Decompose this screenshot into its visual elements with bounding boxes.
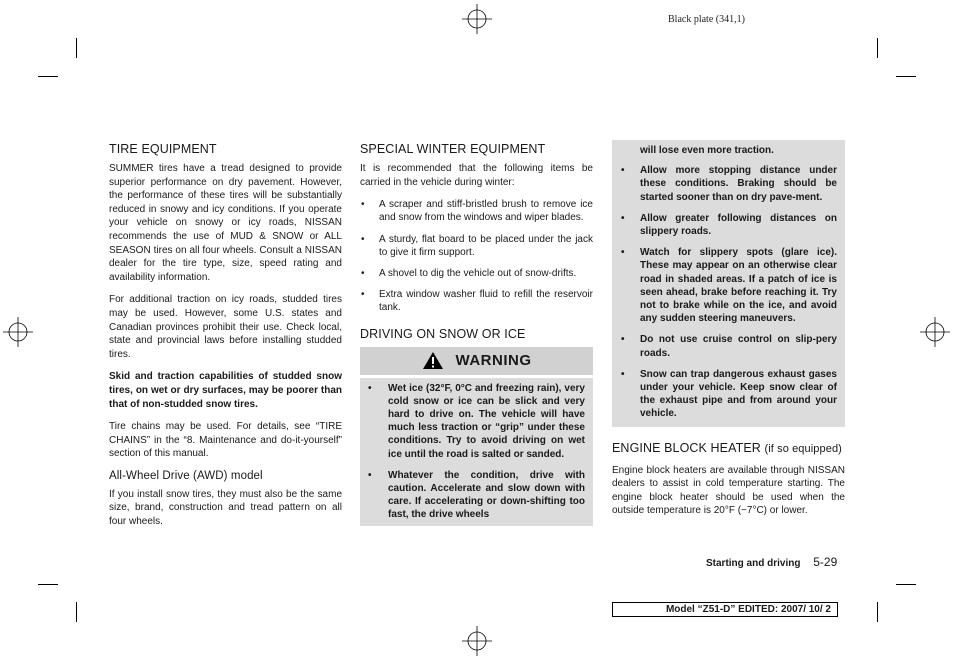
warning-item: • Allow greater following distances on slippery roads. (620, 212, 837, 238)
plate-label: Black plate (341,1) (668, 14, 745, 25)
list-item: • Extra window washer fluid to refill the reservoir tank. (360, 288, 593, 314)
engine-heater-paragraph: Engine block heaters are available through NISSAN dealers to assist in cold temperature starting. The engine block heater should be used when the outside temperature is 20°F (−7°C) or lower. (612, 464, 845, 517)
driving-snow-heading: DRIVING ON SNOW OR ICE (360, 326, 526, 341)
warning-continued-text: will lose even more traction. (640, 145, 774, 156)
engine-heater-title: ENGINE BLOCK HEATER (612, 440, 761, 455)
engine-heater-heading (612, 441, 845, 456)
warning-box-continued (612, 140, 845, 427)
section-name: Starting and driving (706, 558, 801, 569)
list-item: • A sturdy, flat board to be placed under the jack to give it firm support. (360, 233, 593, 259)
tire-equipment-heading: TIRE EQUIPMENT (109, 142, 217, 156)
skid-traction-paragraph: Skid and traction capabilities of studded snow tires, on wet or dry surfaces, may be poorer than that of non-studded snow tires. (109, 371, 342, 410)
list-item: • A scraper and stiff-bristled brush to remove ice and snow from the windows and wiper blades. (360, 198, 593, 224)
warning-triangle-icon (422, 351, 444, 370)
studded-tires-paragraph: For additional traction on icy roads, studded tires may be used. However, some U.S. states and Canadian provinces prohibit their use. Check local, state and provincial laws before installing studded tires. (109, 294, 342, 360)
registration-mark-top (462, 4, 492, 34)
warning-item: • Whatever the condition, drive with caution. Accelerate and slow down with care. If accelerating or down-shifting too fast, the drive wheels (368, 469, 585, 522)
page-number: 5-29 (813, 555, 838, 569)
warning-item: • Do not use cruise control on slip-pery roads. (620, 333, 837, 359)
list-item: • A shovel to dig the vehicle out of snow-drifts. (360, 267, 593, 280)
warning-box (360, 378, 593, 526)
summer-tires-paragraph: SUMMER tires have a tread designed to provide superior performance on dry pavement. However, the performance of these tires will be substantially reduced in snowy and icy conditions. If you operate your vehicle on snowy or icy roads, NISSAN recommends the use of MUD & SNOW or ALL SEASON tires on all four wheels. Consult a NISSAN dealer for the tire type, size, speed rating and availability information. (109, 163, 342, 283)
winter-items-list (360, 198, 593, 314)
tire-chains-paragraph: Tire chains may be used. For details, see “TIRE CHAINS” in the “8. Maintenance and do-it-yourself” section of this manual. (109, 421, 342, 460)
warning-item: • Watch for slippery spots (glare ice). These may appear on an otherwise clear road in shaded areas. If a patch of ice is seen ahead, brake before reaching it. Try not to brake while on the ice, and avoid any sudden steering maneuvers. (620, 246, 837, 325)
warning-item: • Snow can trap dangerous exhaust gases under your vehicle. Keep snow clear of the exhaust pipe and from around your vehicle. (620, 368, 837, 421)
column-tire-equipment (109, 142, 342, 538)
model-edit-box: Model “Z51-D” EDITED: 2007/ 10/ 2 (612, 602, 838, 617)
warning-label: WARNING (455, 352, 532, 370)
winter-equipment-heading: SPECIAL WINTER EQUIPMENT (360, 142, 546, 156)
warning-item: • Allow more stopping distance under these conditions. Braking should be started sooner than on dry pave-ment. (620, 164, 837, 204)
engine-heater-suffix: (if so equipped) (764, 442, 842, 455)
warning-header (360, 347, 593, 375)
awd-paragraph: If you install snow tires, they must also be the same size, brand, construction and tread pattern on all four wheels. (109, 488, 342, 528)
registration-mark-right (920, 317, 950, 347)
page-footer (706, 555, 837, 569)
warning-item: • Wet ice (32°F, 0°C and freezing rain), very cold snow or ice can be slick and very hard to drive on. The vehicle will have much less traction or “grip” under these conditions. Try to avoid driving on wet ice until the road is salted or sanded. (368, 382, 585, 461)
registration-mark-left (3, 317, 33, 347)
awd-heading: All-Wheel Drive (AWD) model (109, 469, 263, 482)
column-winter-equipment (360, 142, 593, 526)
column-warning-continued (612, 140, 845, 527)
registration-mark-bottom (462, 626, 492, 656)
winter-intro: It is recommended that the following items be carried in the vehicle during winter: (360, 163, 593, 188)
